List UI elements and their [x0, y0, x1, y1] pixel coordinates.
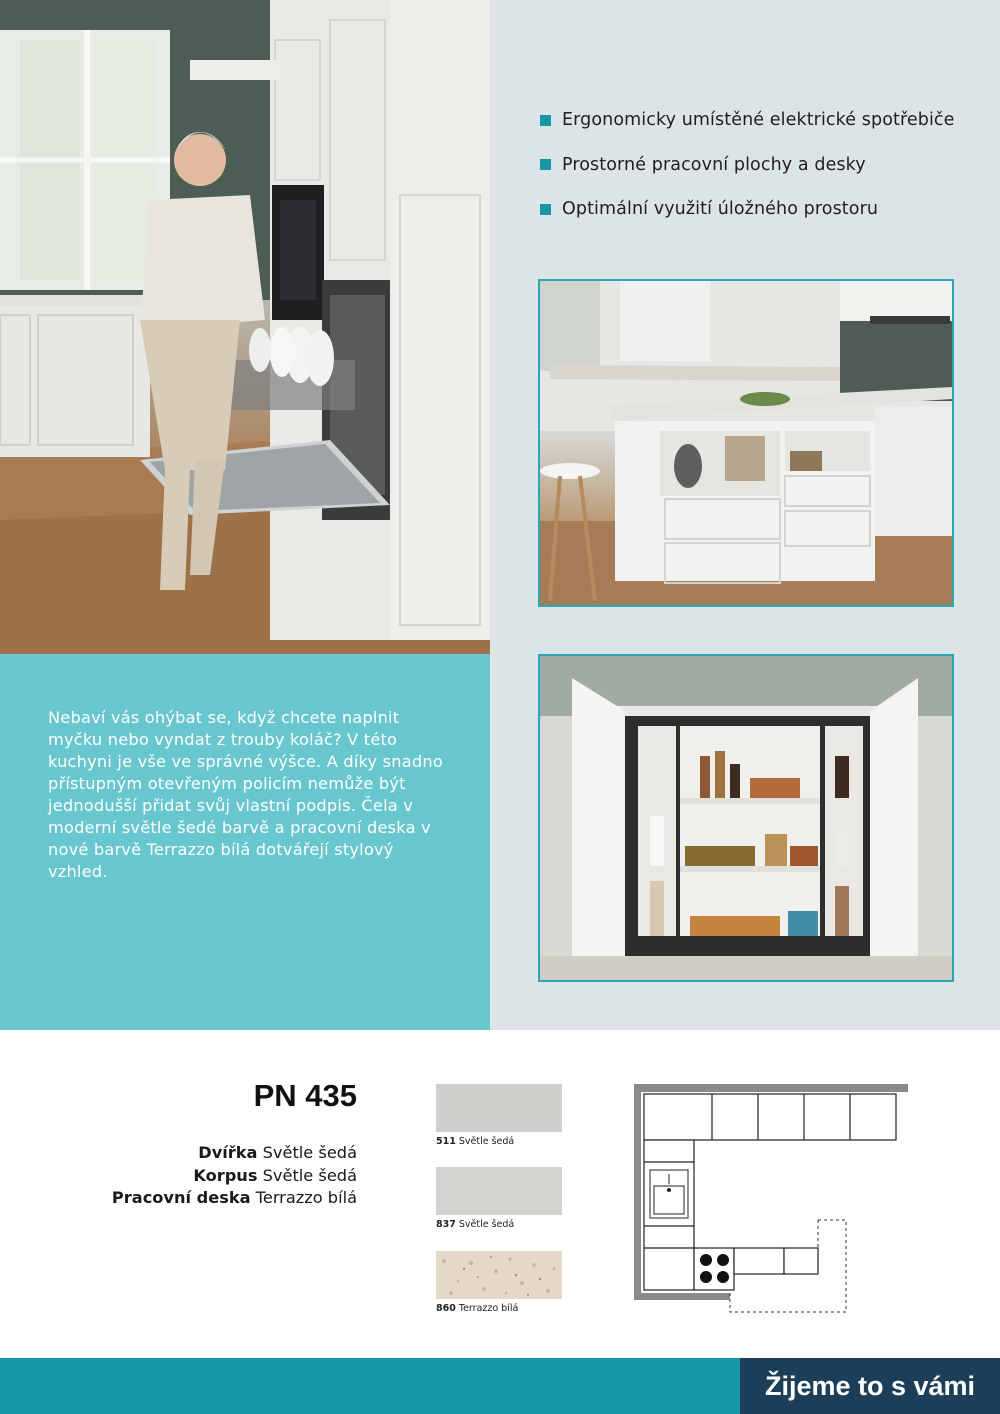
color-swatch — [436, 1167, 562, 1215]
terrazzo-swatch — [436, 1251, 562, 1299]
feature-item — [540, 153, 955, 177]
feature-item — [540, 108, 955, 132]
swatch-label: 837 Světle šedá — [436, 1219, 515, 1230]
kitchen-island-illustration — [540, 281, 952, 605]
spec-label: Dvířka — [198, 1143, 258, 1162]
spec-row — [112, 1187, 357, 1210]
spec-row — [112, 1165, 357, 1188]
feature-item — [540, 197, 955, 221]
color-swatch — [436, 1084, 562, 1132]
footer-tagline-box — [740, 1358, 1000, 1414]
spec-value: Světle šedá — [262, 1165, 357, 1185]
description-text: Nebaví vás ohýbat se, když chcete naplnit myčku nebo vyndat z trouby koláč? V této kuchyni je vše ve správné výšce. A díky snadno přístupným otevřeným policím nemůže být jednodušší přidat svůj vlastní podpis. Čela v moderní světle šedé barvě a pracovní deska v nové barvě Terrazzo bílá dotvářejí stylový vzhled. — [48, 708, 443, 881]
square-bullet-icon — [540, 204, 551, 215]
feature-list — [540, 108, 955, 242]
model-title: PN 435 — [253, 1078, 357, 1113]
model-specs — [112, 1142, 357, 1210]
spec-label: Korpus — [193, 1165, 258, 1185]
square-bullet-icon — [540, 159, 551, 170]
kitchen-island-photo — [538, 279, 954, 607]
kitchen-dishwasher-illustration — [0, 0, 490, 654]
spec-value: Světle šedá — [262, 1143, 357, 1162]
square-bullet-icon — [540, 115, 551, 126]
terrazzo-texture — [436, 1251, 562, 1299]
feature-text: Optimální využití úložného prostoru — [562, 199, 879, 219]
footer-accent-bar — [0, 1358, 740, 1414]
feature-text: Ergonomicky umístěné elektrické spotřebiče — [562, 110, 955, 130]
swatch-label: 860 Terrazzo bílá — [436, 1303, 519, 1314]
feature-text: Prostorné pracovní plochy a desky — [562, 154, 866, 175]
spec-value: Terrazzo bílá — [255, 1188, 357, 1207]
footer-tagline: Žijeme to s vámi — [764, 1370, 976, 1401]
spec-label: Pracovní deska — [111, 1188, 251, 1207]
spec-row — [112, 1142, 357, 1165]
swatch-label: 511 Světle šedá — [436, 1136, 515, 1147]
wall-cabinet-illustration — [540, 656, 952, 980]
wall-cabinet-photo — [538, 654, 954, 982]
kitchen-dishwasher-photo — [0, 0, 490, 654]
kitchen-floor-plan — [630, 1082, 910, 1314]
